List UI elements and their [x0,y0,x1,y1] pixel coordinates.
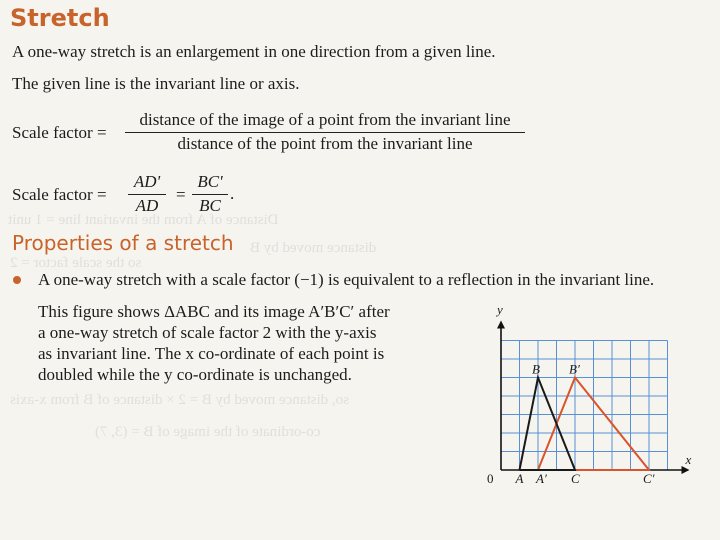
point-label-c: C [571,471,580,486]
formula-word-fraction [125,110,525,154]
formula-numerator: distance of the image of a point from the invariant line [139,110,511,129]
fraction-bc-numerator: BC' [197,172,223,191]
definition-line: A one-way stretch is an enlargement in one direction from a given line. [12,42,496,61]
ghost-text-3: so the scale factor = 2 [10,255,142,271]
scale-factor-label: Scale factor = [12,123,107,142]
fraction-bar [125,132,525,133]
stretch-figure [478,298,710,494]
fraction-bar [128,194,166,195]
description-line: This figure shows ΔABC and its image A′B′C′ after [38,302,390,321]
ghost-text-1: Distance of A from the invariant line = 1 unit [8,212,279,228]
fraction-bc [192,172,228,216]
axis-label-x: x [685,452,692,467]
point-label-a-prime: A′ [536,471,547,486]
fraction-ad-numerator: AD' [133,172,161,191]
figure-description [38,301,390,385]
properties-title: Properties of a stretch [12,231,234,255]
bullet-dot-icon [13,276,21,284]
ghost-text-5: co-ordinate of the image of B = (3, 7) [95,424,321,440]
fraction-bc-denominator: BC [199,196,221,215]
formula-denominator: distance of the point from the invariant line [177,134,473,153]
section-title: Stretch [10,4,110,32]
description-line: a one-way stretch of scale factor 2 with the y-axis [38,323,377,342]
point-label-b: B [532,361,540,377]
original-triangle [520,378,576,471]
equals-sign: = [176,185,186,204]
invariant-line-text: The given line is the invariant line or axis. [12,74,300,93]
origin-label: 0 [487,471,494,486]
ghost-text-4: so, distance moved by B = 2 × distance of B from x-axis [10,392,349,408]
point-label-b-prime: B′ [569,361,580,377]
fraction-bar [192,194,228,195]
axis-label-y: y [497,302,503,317]
y-axis-arrow-icon [497,321,505,329]
point-label-c-prime: C′ [643,471,655,486]
bullet-text: A one-way stretch with a scale factor (−1) is equivalent to a reflection in the invariant line. [38,270,655,289]
x-axis-arrow-icon [682,466,690,474]
scale-factor-label-2: Scale factor = [12,185,107,204]
fraction-ad [128,172,166,216]
formula-period: . [230,184,235,203]
description-line: as invariant line. The x co-ordinate of each point is [38,344,385,363]
point-label-a: A [515,471,524,486]
fraction-ad-denominator: AD [135,196,159,215]
ghost-text-2: distance moved by B [250,240,377,256]
description-line: doubled while the y co-ordinate is unchanged. [38,365,352,384]
